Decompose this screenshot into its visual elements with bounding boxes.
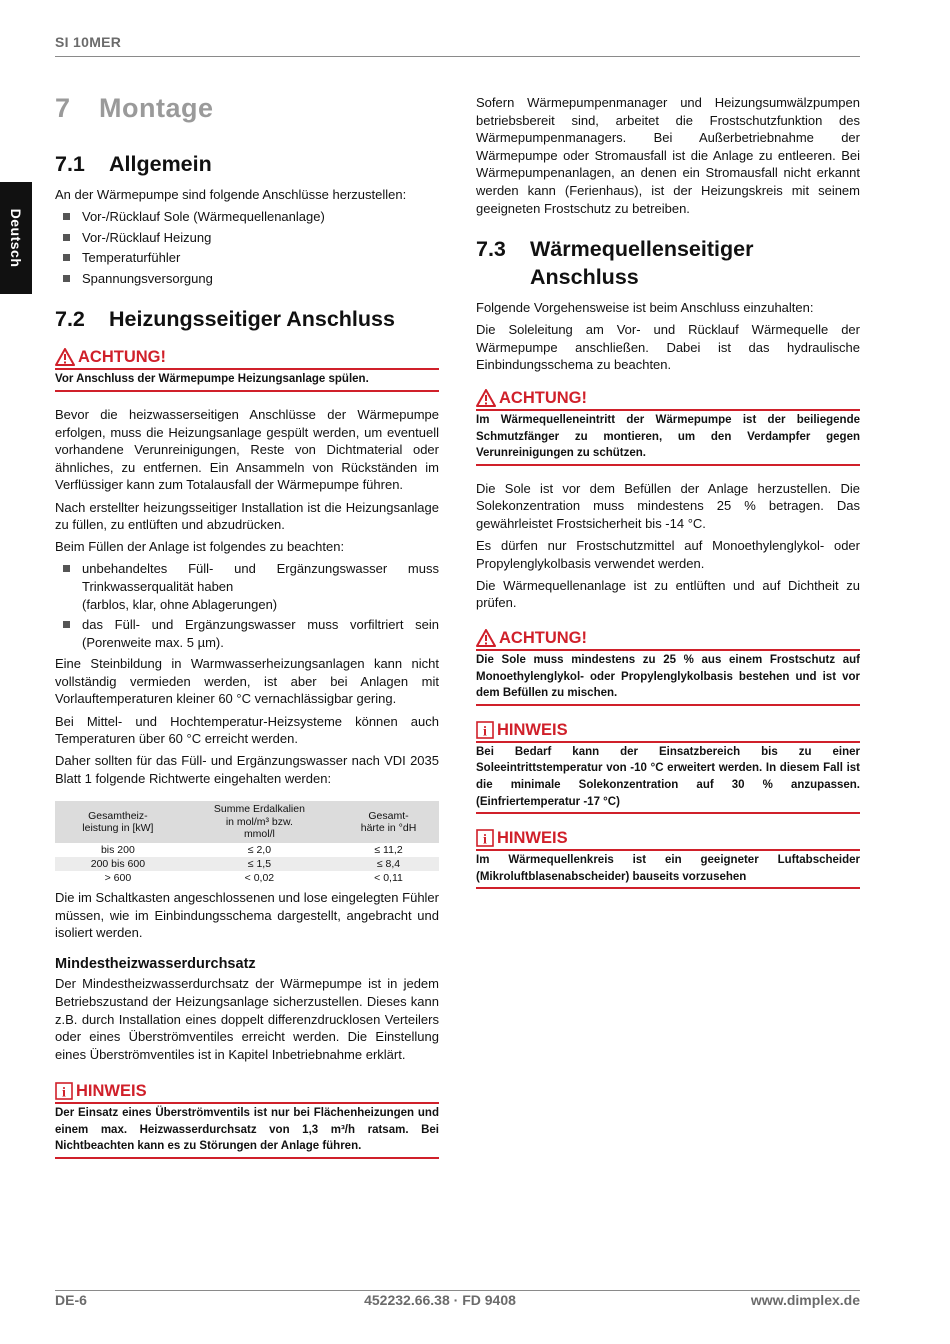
water-values-table: [55, 801, 439, 885]
warning-text: Vor Anschluss der Wärmepumpe Heizungsanlage spülen.: [55, 370, 439, 392]
section-number: 7.2: [55, 307, 85, 332]
warning-box: [55, 347, 439, 392]
paragraph: Die Soleleitung am Vor- und Rücklauf Wärmequelle der Wärmepumpe anschließen. Dabei ist das hydraulische Einbindungsschema zu beachten.: [476, 322, 860, 373]
hint-text: Der Einsatz eines Überströmventils ist nur bei Flächenheizungen und einem max. Heizwasserdurchsatz von 1,3 m³/h ratsam. Bei Nichtbeachten kann es zu Störungen der Anlage führen.: [55, 1104, 439, 1159]
svg-text:i: i: [483, 724, 487, 739]
hint-text: Im Wärmequellenkreis ist ein geeigneter Luftabscheider (Mikroluftblasenabscheider) bauseits vorzusehen: [476, 851, 860, 889]
table-row: [55, 871, 439, 885]
list-item: [55, 560, 439, 613]
connection-list: [55, 208, 439, 287]
hint-box: [55, 1081, 439, 1159]
table-cell: ≤ 2,0: [247, 843, 272, 856]
info-icon: [476, 829, 494, 847]
paragraph: An der Wärmepumpe sind folgende Anschlüsse herzustellen:: [55, 187, 407, 202]
list-item-text: unbehandeltes Füll- und Ergänzungswasser muss Trinkwasserqualität haben: [82, 561, 439, 594]
table-cell: < 0,02: [244, 871, 275, 884]
list-item-note: (farblos, klar, ohne Ablagerungen): [82, 596, 278, 612]
hint-label: HINWEIS: [76, 1082, 147, 1101]
warning-box: [476, 388, 860, 466]
paragraph: Der Mindestheizwasserdurchsatz der Wärmepumpe ist in jedem Betriebszustand der Heizungsanlage sicherzustellen. Dieses kann z.B. durch Installation eines doppelt differenzdrucklosen Verteilers oder eines Überströmventiles erreicht werden. Die Einstellung eines Überströmventiles ist in Kapitel Inbetriebnahme erklärt.: [55, 976, 439, 1062]
website-link[interactable]: www.dimplex.de: [750, 1292, 860, 1308]
table-header: Gesamtheiz- leistung in [kW]: [55, 801, 181, 843]
document-number: 452232.66.38 · FD 9408: [364, 1292, 516, 1308]
paragraph: Nach erstellter heizungsseitiger Installation ist die Heizungsanlage zu füllen, zu entlüften und abzudrücken.: [55, 499, 439, 533]
hint-box: [476, 720, 860, 814]
warning-label: ACHTUNG!: [78, 348, 166, 367]
paragraph: Sofern Wärmepumpenmanager und Heizungsumwälzpumpen betriebsbereit sind, arbeitet die Frostschutzfunktion des Wärmepumpenmanagers. Bei Außerbetriebnahme der Wärmepumpe oder Stromausfall ist die Anlage zu entleeren. Bei Wärmepumpenanlagen, an denen ein Stromausfall nicht erkannt werden kann (Ferienhaus), ist der Heizungskreis mit seinem geeigneten Frostschutz zu betreiben.: [476, 95, 860, 216]
list-item: das Füll- und Ergänzungswasser muss vorfiltriert sein (Porenweite max. 5 µm).: [55, 616, 439, 651]
table-row: [55, 857, 439, 871]
list-item: Vor-/Rücklauf Heizung: [55, 229, 439, 247]
paragraph: Bevor die heizwasserseitigen Anschlüsse der Wärmepumpe erfolgen, muss die Heizungsanlage gespült werden, um eventuell vorhandene Verunreinigungen, Reste von Dichtmaterial oder ähnliches, zu entfernen. Ein Ansammeln von Rückständen im Verflüssiger kann zum Totalausfall der Wärmepumpe führen.: [55, 407, 439, 493]
header-divider: [55, 56, 860, 57]
list-item: Temperaturfühler: [55, 249, 439, 267]
hint-label: HINWEIS: [497, 829, 568, 848]
paragraph: Beim Füllen der Anlage ist folgendes zu beachten:: [55, 539, 345, 555]
section-heading-7-3: [476, 235, 860, 291]
warning-triangle-icon: [55, 348, 75, 366]
table-cell: 200 bis 600: [55, 857, 181, 871]
info-icon: [476, 721, 494, 739]
svg-text:i: i: [62, 1085, 66, 1101]
paragraph: Die im Schaltkasten angeschlossenen und lose eingelegten Fühler müssen, wie im Einbindungsschema dargestellt, angebracht und isoliert werden.: [55, 889, 439, 941]
chapter-heading: [55, 92, 439, 124]
paragraph: Es dürfen nur Frostschutzmittel auf Monoethylenglykol- oder Propylenglykolbasis verwendet werden.: [476, 538, 860, 571]
paragraph: Die Wärmequellenanlage ist zu entlüften und auf Dichtheit zu prüfen.: [476, 577, 860, 611]
table-cell: ≤ 11,2: [374, 843, 403, 856]
svg-text:i: i: [483, 832, 487, 848]
filling-list: [55, 560, 439, 651]
list-item: Vor-/Rücklauf Sole (Wärmequellenanlage): [55, 208, 439, 226]
right-column: [476, 94, 860, 903]
warning-triangle-icon: [476, 629, 496, 647]
chapter-title: Montage: [99, 93, 214, 123]
language-tab-label: Deutsch: [8, 208, 24, 268]
warning-text: Im Wärmequelleneintritt der Wärmepumpe ist der beiliegende Schmutzfänger zu montieren, um den Verdampfer gegen Verunreinigungen zu schützen.: [476, 411, 860, 466]
section-number: 7.1: [55, 152, 85, 176]
table-row: [55, 843, 439, 857]
section-number: 7.3: [476, 237, 506, 262]
left-column: [55, 92, 439, 1173]
list-item: Spannungsversorgung: [55, 270, 439, 288]
warning-label: ACHTUNG!: [499, 389, 587, 408]
section-heading-7-2: [55, 305, 439, 333]
warning-label: ACHTUNG!: [499, 628, 587, 647]
page-number: DE-6: [55, 1292, 87, 1308]
warning-triangle-icon: [476, 389, 496, 407]
paragraph: Eine Steinbildung in Warmwasserheizungsanlagen kann nicht vollständig vermieden werden, ist aber bei Anlagen mit Vorlauftemperaturen kleiner 60 °C vernachlässigbar gering.: [55, 656, 439, 707]
section-title: Heizungsseitiger Anschluss: [109, 307, 395, 332]
warning-text: Die Sole muss mindestens zu 25 % aus einem Frostschutz auf Monoethylenglykol- oder Propylenglykolbasis bestehen und ist vor dem Befüllen zu mischen.: [476, 651, 860, 706]
language-tab: [0, 182, 32, 294]
section-title: Wärmequellenseitiger Anschluss: [530, 237, 754, 290]
paragraph: Die Sole ist vor dem Befüllen der Anlage herzustellen. Die Solekonzentration muss mindestens 25 % betragen. Das gewährleistet Frostsicherheit bis -14 °C.: [476, 480, 860, 531]
table-cell: bis 200: [100, 843, 135, 856]
hint-label: HINWEIS: [497, 720, 568, 739]
chapter-number: 7: [55, 93, 71, 123]
section-heading-7-1: [55, 150, 439, 178]
section-title: Allgemein: [109, 152, 212, 176]
table-cell: > 600: [104, 871, 132, 884]
subsection-title: Mindestheizwasserdurchsatz: [55, 955, 256, 972]
paragraph: Folgende Vorgehensweise ist beim Anschluss einzuhalten:: [476, 300, 814, 316]
footer-divider: [55, 1290, 860, 1291]
table-header: Gesamt- härte in °dH: [338, 801, 439, 843]
header-title: SI 10MER: [55, 34, 122, 50]
paragraph: Bei Mittel- und Hochtemperatur-Heizsysteme können auch Temperaturen über 60 °C erreicht werden.: [55, 713, 439, 747]
hint-box: [476, 828, 860, 889]
table-cell: ≤ 8,4: [338, 857, 439, 871]
table-cell: ≤ 1,5: [181, 857, 338, 871]
paragraph: Daher sollten für das Füll- und Ergänzungswasser nach VDI 2035 Blatt 1 folgende Richtwerte eingehalten werden:: [55, 753, 439, 786]
table-cell: < 0,11: [374, 871, 403, 884]
hint-text: Bei Bedarf kann der Einsatzbereich bis zu einer Soleeintrittstemperatur von -10 °C erweitert werden. In diesem Fall ist die minimale Solekonzentration auf 30 % anzupassen. (Einfriertemperatur -17 °C): [476, 743, 860, 814]
warning-box: [476, 628, 860, 706]
info-icon: [55, 1082, 73, 1100]
table-header: Summe Erdalkalien in mol/m³ bzw. mmol/l: [181, 801, 338, 843]
